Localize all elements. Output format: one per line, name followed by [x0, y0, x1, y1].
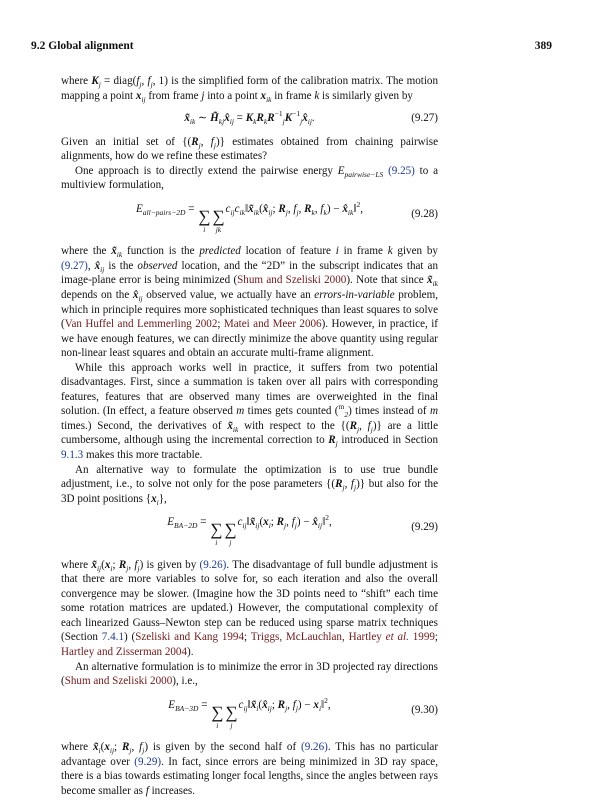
citation-link[interactable]: Hartley and Zisserman 2004	[61, 645, 188, 658]
text-run: )} but also for the 3D point positions {	[61, 478, 438, 505]
math-symbol: i	[110, 563, 113, 573]
math-symbol: k	[311, 207, 315, 217]
math-symbol: k	[253, 117, 257, 127]
math-symbol: j	[342, 483, 345, 493]
text-run: ,	[141, 75, 148, 87]
math-symbol: x̃	[92, 741, 99, 754]
equation-number: (9.30)	[411, 703, 438, 716]
equation	[61, 515, 438, 547]
text-run: times.) Second, the derivatives of	[61, 419, 228, 432]
text-run: location of feature	[240, 245, 336, 258]
math-symbol: BA−3D	[175, 703, 199, 713]
text-run: ,	[359, 419, 368, 432]
text-run: where the	[61, 245, 112, 258]
text-run: An alternative way to formulate the optimization is to use true bundle adjustment, i.e., to solve not only for the pose parameters {(	[61, 463, 438, 491]
math-symbol: j	[139, 80, 142, 89]
math-symbol: x	[263, 516, 269, 529]
text-run: ‖	[321, 698, 325, 711]
math-symbol: j	[213, 140, 216, 150]
text-run: introduced in Section	[337, 434, 438, 447]
text-run: =	[233, 112, 246, 125]
math-symbol: c	[225, 202, 231, 215]
math-symbol: x̂	[312, 516, 318, 529]
text-run: depends on the	[61, 288, 133, 301]
math-symbol: x	[151, 492, 157, 505]
math-symbol: pairwise−LS	[344, 169, 384, 179]
math-symbol: j	[285, 207, 288, 217]
text-run: ,	[360, 202, 363, 215]
text-run: ,	[87, 259, 95, 272]
math-symbol: K	[91, 75, 99, 87]
math-symbol: ij	[229, 117, 234, 127]
math-symbol: f	[145, 784, 149, 797]
text-run: ‖	[322, 516, 326, 529]
math-symbol: x̂	[262, 202, 269, 215]
text-run: },	[158, 492, 167, 505]
section-title: 9.2 Global alignment	[31, 40, 134, 52]
text-run: where	[61, 558, 92, 571]
math-symbol: k	[263, 117, 268, 127]
citation-link[interactable]: Szeliski and Kang 1994	[135, 631, 245, 644]
text-run: is similarly given by	[319, 89, 413, 102]
sigma-glyph: ∑	[210, 520, 223, 540]
text-run: . In fact, since errors are being minimized in 3D ray space, there is a bias towards estimating longer focal lengths, since the angles between rays become smaller as	[61, 755, 438, 797]
text-run: ,	[314, 202, 321, 215]
math-symbol: x̂	[94, 259, 101, 272]
equation	[61, 199, 438, 234]
math-symbol: 2	[324, 695, 328, 705]
math-symbol: x̂	[302, 112, 308, 125]
text-run: errors-in-variable	[314, 288, 395, 301]
text-run: ). However, in practice, if we have enough features, we can directly minimize the above quantity using regular non-linear least squares and obtain an accurate multi-frame alignment.	[61, 318, 438, 360]
math-symbol: E	[136, 202, 143, 215]
cross-reference-link[interactable]: 9.1.3	[61, 448, 84, 461]
text-run: ) times instead of	[348, 405, 430, 418]
math-symbol: c	[238, 698, 244, 711]
math-symbol: ij	[255, 521, 260, 531]
math-symbol: R	[328, 434, 336, 447]
citation-link[interactable]: Shum and Szeliski 2000	[237, 274, 347, 287]
text-run: Given an initial set of {(	[61, 135, 192, 148]
math-symbol: x̂	[224, 112, 230, 125]
math-symbol: f	[367, 419, 371, 432]
equation	[61, 695, 438, 730]
math-symbol: x̃	[227, 419, 233, 432]
text-run: ;	[271, 698, 278, 711]
math-symbol: j	[201, 89, 205, 102]
math-symbol: R	[267, 112, 275, 125]
math-symbol: BA−2D	[174, 521, 198, 531]
text-run: (	[259, 516, 264, 529]
sigma-glyph: ∑	[212, 206, 225, 226]
equation-number: (9.29)	[411, 521, 438, 534]
math-symbol: ij	[230, 207, 235, 217]
sigma-glyph: ∑	[224, 520, 237, 540]
text-run: ) is given by the second half of	[144, 741, 302, 754]
cross-reference-link[interactable]: (9.27)	[61, 259, 88, 272]
summation-index: i	[216, 720, 219, 730]
text-run: ;	[114, 741, 123, 754]
text-run: ,	[131, 741, 140, 754]
math-symbol: K	[245, 112, 254, 125]
text-run: ,	[287, 202, 294, 215]
math-symbol: j	[295, 703, 298, 713]
page-body	[61, 74, 438, 798]
paragraph	[61, 74, 438, 103]
math-symbol: x̂	[132, 288, 139, 301]
text-run: location, and the “2D” in the subscript indicates that an image-plane error is being minimized (	[61, 259, 439, 287]
text-run: =	[198, 698, 211, 711]
math-symbol: x	[313, 698, 319, 711]
math-symbol: E	[167, 516, 175, 529]
text-run: given by	[392, 245, 438, 258]
text-run: An alternative formulation is to minimize the error in 3D projected ray directions (	[61, 660, 438, 688]
text-run: )} estimates obtained from chaining pairwise alignments, how do we refine these estimates?	[61, 135, 438, 163]
math-symbol: R	[256, 112, 264, 125]
citation-link[interactable]: 1999	[408, 631, 435, 644]
text-run: ) is given by	[139, 558, 200, 571]
math-symbol: x	[104, 558, 111, 571]
math-symbol: i	[98, 746, 101, 756]
math-symbol: m	[430, 405, 439, 418]
text-run: ,	[286, 516, 292, 529]
text-run: ;	[434, 631, 439, 644]
paragraph	[61, 164, 438, 193]
math-symbol: ij	[96, 563, 102, 573]
math-symbol: m	[236, 405, 245, 418]
math-symbol: f	[293, 202, 297, 215]
text-run: ;	[272, 202, 279, 215]
text-run: where	[61, 741, 93, 754]
math-symbol: k	[387, 245, 393, 258]
summation-index: j	[229, 538, 232, 548]
text-run: function is the	[122, 245, 200, 258]
text-run: .	[311, 112, 315, 125]
text-run: ‖	[247, 698, 251, 711]
text-run: ,	[298, 202, 305, 215]
math-symbol: j	[370, 424, 373, 434]
text-run: ∼	[195, 112, 211, 125]
math-symbol: x	[135, 89, 142, 102]
math-symbol: R	[335, 478, 343, 491]
math-symbol: R	[304, 202, 312, 215]
summation-symbol	[210, 521, 222, 547]
math-symbol: f	[136, 75, 140, 87]
text-run: ) −	[326, 202, 343, 215]
text-run: problem, which in principle requires more sophisticated techniques than least squares to solve (	[61, 288, 438, 331]
running-header	[30, 40, 552, 52]
math-symbol: ik	[253, 207, 260, 217]
math-symbol: j	[126, 563, 129, 573]
text-run: into a point	[204, 89, 261, 102]
math-symbol: ik	[116, 250, 123, 260]
sigma-glyph: ∑	[225, 702, 238, 722]
math-symbol: R	[349, 419, 357, 432]
math-symbol: all−pairs−2D	[142, 207, 186, 217]
math-symbol: j	[356, 424, 360, 434]
text-run: ‖	[246, 516, 250, 529]
text-run: ) −	[296, 516, 313, 529]
text-run: ,	[287, 698, 293, 711]
text-run: ) (	[123, 631, 136, 644]
math-symbol: ik	[239, 207, 245, 217]
math-symbol: x̃	[111, 245, 117, 258]
text-run: ,	[200, 135, 211, 148]
text-run: ). Note that since	[346, 274, 428, 287]
paragraph	[61, 660, 438, 689]
math-symbol: i	[256, 703, 259, 713]
math-symbol: f	[139, 741, 143, 754]
text-run: ;	[112, 558, 119, 571]
math-symbol: i	[335, 245, 339, 258]
text-run: ), i.e.,	[172, 675, 198, 688]
math-symbol: R	[118, 558, 127, 571]
text-run: ‖	[353, 202, 357, 215]
math-symbol: j	[285, 703, 288, 713]
math-symbol: j	[294, 521, 297, 531]
cross-reference-link[interactable]: (9.29)	[134, 755, 162, 768]
math-symbol: m	[338, 402, 345, 412]
math-symbol: j	[129, 746, 132, 756]
math-symbol: R	[278, 202, 286, 215]
math-symbol: j	[137, 563, 140, 573]
math-symbol: 2	[344, 410, 349, 420]
math-symbol: k	[314, 89, 320, 102]
math-symbol: x̂	[342, 202, 348, 215]
math-symbol: ik	[266, 94, 272, 104]
math-symbol: R	[122, 741, 130, 754]
math-symbol: j	[150, 80, 153, 89]
math-symbol: x	[104, 741, 110, 754]
math-symbol: k	[323, 207, 327, 217]
text-run: with respect to the {(	[238, 419, 350, 432]
citation-link[interactable]: et al.	[385, 631, 409, 644]
math-symbol: ij	[138, 293, 143, 303]
text-run: . The disadvantage of full bundle adjustment is that there are more variables to solve for, so each iteration and also the overall convergence may be slower. (Imagine how the 3D points need to “shift” each time some rotation matrices are updated.) However, the computational complexity of each linearized Gauss–Newton step can be reduced using sparse matrix techniques (Section	[61, 558, 438, 644]
math-symbol: f	[350, 478, 355, 491]
math-symbol: H̃	[210, 112, 219, 125]
sigma-glyph: ∑	[211, 702, 224, 722]
paragraph	[61, 740, 438, 798]
text-run: observed	[137, 259, 178, 272]
page-number: 389	[534, 40, 552, 52]
text-run: =	[185, 202, 198, 215]
text-run: predicted	[199, 245, 241, 258]
paragraph	[61, 463, 438, 507]
summation-symbol	[224, 521, 236, 547]
text-run: = diag(	[100, 75, 137, 87]
text-run: where	[61, 75, 92, 87]
text-run: is the	[104, 259, 138, 272]
math-symbol: j	[198, 140, 201, 150]
paragraph	[61, 244, 438, 360]
math-symbol: ij	[242, 521, 247, 531]
math-symbol: i	[268, 521, 271, 531]
text-run: ,	[128, 558, 135, 571]
math-symbol: ik	[432, 279, 438, 289]
text-run: ,	[327, 698, 331, 711]
math-symbol: c	[237, 516, 243, 529]
math-symbol: f	[292, 698, 296, 711]
text-run: in frame	[271, 89, 315, 102]
citation-link[interactable]: Matei and Meer 2006	[223, 318, 322, 331]
math-symbol: x̃	[249, 516, 256, 529]
text-run: ,	[344, 478, 351, 491]
text-run: increases.	[148, 784, 196, 797]
math-symbol: j	[354, 483, 357, 493]
text-run: makes this more tractable.	[83, 448, 203, 461]
cross-reference-link[interactable]: (9.25)	[388, 164, 415, 177]
citation-link[interactable]: Van Huffel and Lemmerling 2002	[64, 318, 218, 331]
math-symbol: ik	[347, 207, 354, 217]
math-symbol: f	[320, 202, 324, 215]
text-run: (	[258, 698, 263, 711]
math-symbol: ij	[243, 703, 248, 713]
text-run: ) −	[297, 698, 314, 711]
summation-symbol	[211, 704, 223, 730]
sigma-glyph: ∑	[198, 206, 211, 226]
text-run: (	[101, 558, 105, 571]
text-run: (	[259, 202, 263, 215]
text-run: ;	[244, 631, 251, 644]
math-symbol: j	[284, 521, 287, 531]
math-symbol: ij	[141, 94, 146, 104]
text-run: from frame	[145, 89, 202, 102]
text-run: . This has no particular advantage over	[61, 741, 439, 768]
equation	[61, 111, 438, 126]
math-symbol: x	[260, 89, 267, 102]
math-symbol: x̃	[248, 202, 254, 215]
paragraph	[61, 361, 438, 463]
math-symbol: −1	[292, 109, 301, 119]
math-symbol: ik	[189, 117, 196, 127]
text-run: While this approach works well in practice, it suffers from two potential disadvantages. First, since a summation is taken over all pairs with corresponding features, features that are observed many times are overweighted in the final solution. (In effect, a feature observed	[61, 361, 438, 418]
text-run: ;	[270, 516, 277, 529]
summation-index: jk	[215, 224, 222, 234]
math-symbol: x̃	[250, 698, 257, 711]
math-symbol: ij	[317, 521, 323, 531]
math-symbol: f	[134, 558, 138, 571]
math-symbol: j	[296, 207, 299, 217]
summation-symbol	[198, 208, 210, 234]
math-symbol: x̃	[427, 274, 433, 287]
math-symbol: R	[191, 135, 199, 148]
math-symbol: x̂	[262, 698, 268, 711]
equation-number: (9.28)	[411, 207, 438, 220]
text-run: ).	[187, 645, 194, 658]
citation-link[interactable]: Shum and Szeliski 2000	[64, 675, 173, 688]
math-symbol: x̃	[91, 558, 97, 571]
math-symbol: E	[337, 164, 345, 177]
text-run: =	[197, 516, 210, 529]
math-symbol: ij	[307, 117, 312, 127]
math-symbol: R	[276, 516, 285, 529]
math-symbol: j	[335, 439, 338, 449]
math-symbol: ij	[100, 264, 105, 274]
summation-symbol	[225, 704, 237, 730]
math-symbol: i	[156, 497, 159, 507]
text-run: ;	[217, 318, 224, 331]
math-symbol: x̃	[184, 112, 190, 125]
paragraph	[61, 135, 438, 164]
math-symbol: j	[98, 80, 101, 89]
math-symbol: c	[234, 202, 240, 215]
math-symbol: 2	[356, 199, 361, 209]
math-symbol: ij	[268, 207, 273, 217]
math-symbol: f	[147, 75, 151, 87]
cross-reference-link[interactable]: (9.26)	[199, 558, 227, 571]
math-symbol: −1	[274, 109, 283, 119]
cross-reference-link[interactable]: 7.4.1	[101, 631, 124, 644]
text-run: One approach is to directly extend the pairwise energy	[75, 164, 338, 177]
math-symbol: j	[142, 746, 145, 756]
cross-reference-link[interactable]: (9.26)	[301, 741, 328, 754]
math-symbol: E	[168, 698, 176, 711]
text-run: times gets counted (	[244, 405, 339, 418]
math-symbol: 2	[325, 513, 329, 523]
text-run: observed value, we actually have an	[142, 288, 315, 301]
text-run: ‖	[244, 202, 249, 215]
summation-index: i	[203, 224, 206, 234]
text-run: , 1) is the simplified form of the calibration matrix. The motion mapping a point	[61, 75, 439, 102]
text-run: (	[100, 741, 105, 754]
math-symbol: j	[300, 117, 303, 127]
text-run: )} are a little cumbersome, although using the incremental correction to	[61, 419, 438, 447]
equation-number: (9.27)	[411, 112, 438, 125]
citation-link[interactable]: Triggs, McLauchlan, Hartley	[250, 631, 386, 644]
math-symbol: R	[277, 698, 286, 711]
math-symbol: K	[284, 112, 293, 125]
math-symbol: f	[291, 516, 295, 529]
math-symbol: kj	[218, 117, 225, 127]
summation-index: j	[230, 720, 233, 730]
math-symbol: ij	[109, 746, 115, 756]
summation-symbol	[212, 208, 224, 234]
math-symbol: ij	[267, 703, 272, 713]
math-symbol: ik	[232, 424, 239, 434]
text-run: to a multiview formulation,	[61, 164, 438, 192]
math-symbol: i	[318, 703, 322, 713]
summation-index: i	[215, 538, 218, 548]
paragraph	[61, 558, 438, 660]
math-symbol: f	[210, 135, 214, 148]
text-run: in frame	[338, 245, 388, 258]
text-run: ,	[328, 516, 332, 529]
math-symbol: j	[282, 117, 285, 127]
